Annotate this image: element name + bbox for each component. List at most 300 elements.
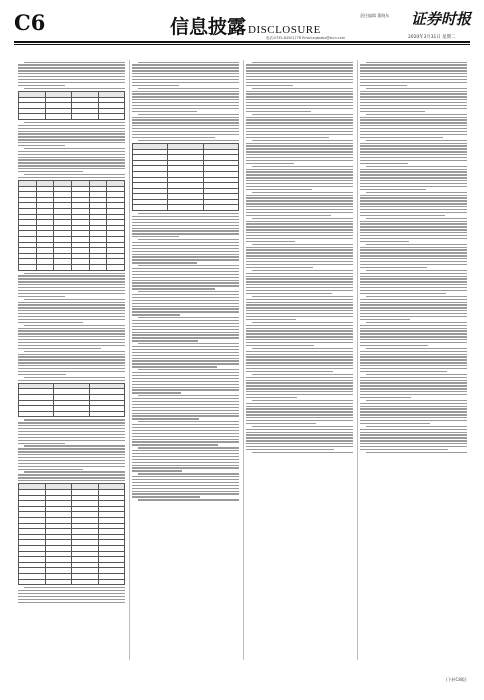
- text-line: [246, 160, 353, 161]
- text-line: [246, 151, 353, 152]
- text-line: [360, 408, 467, 409]
- text-line: [138, 239, 239, 240]
- text-line: [360, 229, 467, 230]
- text-line: [18, 602, 125, 603]
- text-line: [246, 119, 353, 120]
- text-line: [360, 437, 467, 438]
- text-line: [360, 200, 467, 201]
- text-line: [246, 64, 353, 65]
- text-line: [132, 242, 239, 243]
- text-line: [132, 99, 239, 100]
- text-line: [132, 398, 239, 399]
- text-line: [360, 284, 467, 285]
- text-line: [360, 391, 467, 392]
- text-line: [18, 307, 125, 308]
- text-line: [360, 206, 467, 207]
- text-line: [360, 403, 467, 404]
- text-line: [360, 261, 467, 262]
- text-line: [252, 270, 353, 271]
- text-line: [360, 117, 467, 118]
- text-line: [246, 411, 353, 412]
- text-line: [132, 96, 239, 97]
- text-line: [132, 137, 215, 138]
- text-line: [132, 256, 239, 257]
- text-line: [360, 278, 467, 279]
- text-line: [246, 183, 353, 184]
- text-line: [18, 593, 125, 594]
- text-line: [138, 499, 239, 500]
- table-cell: [45, 114, 72, 120]
- text-line: [132, 332, 239, 333]
- text-line: [246, 125, 353, 126]
- text-line: [360, 73, 467, 74]
- text-line: [246, 229, 353, 230]
- text-line: [360, 307, 467, 308]
- text-line: [360, 287, 467, 288]
- text-line: [360, 148, 467, 149]
- text-line: [18, 76, 125, 77]
- text-line: [132, 465, 239, 466]
- text-line: [132, 111, 197, 112]
- text-line: [132, 297, 239, 298]
- text-line: [246, 397, 297, 398]
- text-line: [246, 281, 353, 282]
- text-line: [18, 159, 125, 160]
- text-line: [246, 408, 353, 409]
- text-line: [18, 154, 125, 155]
- text-line: [246, 247, 353, 248]
- text-line: [360, 189, 426, 190]
- text-line: [18, 365, 125, 366]
- text-line: [246, 429, 353, 430]
- text-line: [18, 136, 125, 137]
- text-line: [360, 432, 467, 433]
- text-line: [132, 219, 239, 220]
- text-line: [138, 395, 239, 396]
- text-line: [132, 285, 239, 286]
- text-line: [252, 192, 353, 193]
- text-line: [360, 171, 467, 172]
- text-line: [18, 287, 125, 288]
- text-line: [252, 400, 353, 401]
- text-line: [360, 302, 467, 303]
- text-line: [246, 111, 311, 112]
- text-line: [360, 93, 467, 94]
- text-line: [246, 235, 353, 236]
- data-table: [18, 91, 125, 120]
- table-cell: [45, 579, 72, 585]
- text-line: [132, 102, 239, 103]
- text-line: [246, 215, 331, 216]
- text-line: [18, 425, 125, 426]
- text-line: [360, 157, 467, 158]
- text-line: [132, 228, 239, 229]
- text-line: [132, 439, 239, 440]
- text-line: [132, 418, 199, 419]
- text-line: [18, 345, 125, 346]
- text-line: [18, 171, 83, 172]
- text-line: [360, 290, 467, 291]
- table-row: [19, 579, 125, 585]
- text-line: [360, 394, 467, 395]
- text-line: [246, 122, 353, 123]
- text-line: [132, 482, 239, 483]
- text-line: [18, 157, 125, 158]
- table-cell: [72, 579, 99, 585]
- text-line: [360, 252, 467, 253]
- text-line: [360, 319, 410, 320]
- text-line: [132, 326, 239, 327]
- text-column-4: [360, 60, 467, 660]
- text-line: [360, 345, 428, 346]
- table-row: [19, 114, 125, 120]
- text-line: [132, 450, 239, 451]
- text-line: [246, 197, 353, 198]
- text-line: [132, 476, 239, 477]
- text-line: [360, 449, 448, 450]
- text-line: [366, 296, 467, 297]
- text-line: [360, 411, 467, 412]
- header-rule: [14, 41, 470, 43]
- text-line: [246, 310, 353, 311]
- text-line: [132, 337, 239, 338]
- text-line: [252, 296, 353, 297]
- text-line: [360, 145, 467, 146]
- text-line: [132, 372, 239, 373]
- text-line: [246, 105, 353, 106]
- text-line: [132, 245, 239, 246]
- text-line: [246, 342, 353, 343]
- text-line: [18, 85, 65, 86]
- text-line: [132, 352, 239, 353]
- text-line: [132, 79, 239, 80]
- text-line: [18, 73, 125, 74]
- text-column-1: [18, 60, 125, 660]
- text-line: [18, 304, 125, 305]
- text-line: [132, 444, 218, 445]
- text-line: [360, 417, 467, 418]
- text-line: [360, 183, 467, 184]
- text-line: [366, 270, 467, 271]
- text-line: [360, 91, 467, 92]
- text-line: [360, 423, 430, 424]
- text-line: [132, 459, 239, 460]
- table-cell: [71, 265, 89, 271]
- text-line: [18, 457, 125, 458]
- text-line: [252, 166, 353, 167]
- text-line: [24, 587, 125, 588]
- text-line: [360, 154, 467, 155]
- text-line: [18, 339, 125, 340]
- text-line: [246, 273, 353, 274]
- text-line: [360, 203, 467, 204]
- text-line: [18, 82, 125, 83]
- text-line: [132, 384, 239, 385]
- section-title-en: DISCLOSURE: [248, 24, 321, 36]
- text-line: [132, 329, 239, 330]
- text-line: [18, 284, 125, 285]
- text-line: [132, 387, 239, 388]
- text-line: [18, 371, 125, 372]
- text-line: [132, 82, 239, 83]
- text-line: [252, 244, 353, 245]
- text-line: [18, 333, 125, 334]
- text-line: [132, 392, 181, 393]
- text-line: [246, 434, 353, 435]
- text-line: [246, 443, 353, 444]
- text-line: [360, 226, 467, 227]
- text-line: [132, 424, 239, 425]
- text-line: [132, 119, 239, 120]
- text-line: [246, 180, 353, 181]
- text-line: [132, 91, 239, 92]
- text-line: [366, 348, 467, 349]
- text-line: [252, 140, 353, 141]
- table-cell: [72, 114, 99, 120]
- text-line: [18, 480, 125, 481]
- text-line: [360, 111, 425, 112]
- text-line: [246, 131, 353, 132]
- text-line: [246, 290, 353, 291]
- text-line: [360, 102, 467, 103]
- text-line: [132, 67, 239, 68]
- table-cell: [89, 411, 124, 417]
- newspaper-logo: 证券时报: [411, 10, 472, 28]
- text-line: [246, 157, 353, 158]
- text-line: [132, 131, 239, 132]
- text-line: [246, 93, 353, 94]
- data-table: [18, 383, 125, 418]
- text-line: [18, 359, 125, 360]
- text-line: [360, 249, 467, 250]
- text-line: [18, 145, 65, 146]
- table-cell: [89, 265, 107, 271]
- text-line: [246, 354, 353, 355]
- text-line: [132, 105, 239, 106]
- text-line: [132, 125, 239, 126]
- text-line: [24, 299, 125, 300]
- text-line: [246, 76, 353, 77]
- text-line: [360, 264, 467, 265]
- text-line: [360, 446, 467, 447]
- text-line: [246, 91, 353, 92]
- text-line: [132, 85, 179, 86]
- text-line: [360, 79, 467, 80]
- text-line: [18, 328, 125, 329]
- text-line: [138, 447, 239, 448]
- text-line: [138, 421, 239, 422]
- page-number: C6: [14, 10, 46, 35]
- text-line: [246, 368, 353, 369]
- text-line: [18, 165, 125, 166]
- text-line: [132, 436, 239, 437]
- text-line: [132, 294, 239, 295]
- text-line: [246, 134, 353, 135]
- text-line: [246, 206, 353, 207]
- text-line: [246, 304, 353, 305]
- text-line: [246, 102, 353, 103]
- text-line: [246, 82, 353, 83]
- text-line: [246, 293, 332, 294]
- text-line: [18, 374, 66, 375]
- text-line: [360, 67, 467, 68]
- text-line: [366, 400, 467, 401]
- text-line: [366, 192, 467, 193]
- text-line: [138, 140, 239, 141]
- text-line: [246, 255, 353, 256]
- text-line: [246, 388, 353, 389]
- table-cell: [19, 114, 46, 120]
- text-line: [138, 317, 239, 318]
- text-line: [132, 225, 239, 226]
- text-line: [132, 308, 239, 309]
- text-line: [132, 70, 239, 71]
- text-line: [360, 325, 467, 326]
- text-line: [246, 420, 353, 421]
- text-line: [246, 177, 353, 178]
- text-line: [18, 79, 125, 80]
- text-line: [132, 427, 239, 428]
- text-line: [360, 105, 467, 106]
- text-line: [132, 358, 239, 359]
- table-cell: [203, 205, 238, 211]
- text-line: [132, 349, 239, 350]
- text-line: [18, 474, 125, 475]
- text-line: [18, 64, 125, 65]
- text-line: [360, 137, 443, 138]
- text-line: [246, 169, 353, 170]
- text-line: [246, 345, 314, 346]
- text-line: [246, 203, 353, 204]
- text-line: [360, 177, 467, 178]
- text-line: [132, 355, 239, 356]
- text-line: [132, 230, 239, 231]
- text-line: [360, 406, 467, 407]
- text-line: [360, 380, 467, 381]
- text-line: [246, 67, 353, 68]
- text-line: [360, 258, 467, 259]
- text-line: [18, 368, 125, 369]
- text-line: [246, 85, 293, 86]
- text-line: [18, 443, 65, 444]
- text-line: [360, 134, 467, 135]
- text-line: [360, 174, 467, 175]
- text-line: [360, 96, 467, 97]
- text-line: [132, 378, 239, 379]
- text-line: [18, 477, 125, 478]
- text-line: [138, 343, 239, 344]
- text-line: [246, 186, 353, 187]
- text-line: [360, 293, 446, 294]
- text-line: [246, 241, 295, 242]
- text-line: [360, 339, 467, 340]
- text-line: [360, 440, 467, 441]
- text-line: [18, 319, 125, 320]
- text-line: [132, 64, 239, 65]
- text-line: [24, 174, 125, 175]
- text-line: [18, 362, 125, 363]
- text-line: [24, 325, 125, 326]
- text-line: [132, 467, 239, 468]
- text-line: [360, 169, 467, 170]
- text-line: [132, 407, 239, 408]
- text-line: [24, 419, 125, 420]
- text-line: [132, 73, 239, 74]
- text-line: [360, 273, 467, 274]
- text-line: [132, 470, 182, 471]
- text-line: [360, 382, 467, 383]
- text-line: [366, 166, 467, 167]
- text-line: [246, 284, 353, 285]
- text-line: [18, 313, 125, 314]
- text-line: [360, 356, 467, 357]
- text-line: [18, 168, 125, 169]
- text-line: [246, 316, 353, 317]
- text-line: [18, 428, 125, 429]
- text-line: [18, 463, 125, 464]
- text-line: [18, 437, 125, 438]
- text-line: [360, 223, 467, 224]
- continued-marker: (下转C8版): [446, 677, 467, 682]
- text-line: [246, 209, 353, 210]
- text-line: [18, 434, 125, 435]
- text-line: [360, 247, 467, 248]
- text-line: [18, 380, 125, 381]
- text-line: [360, 313, 467, 314]
- table-cell: [36, 265, 54, 271]
- text-line: [246, 195, 353, 196]
- text-line: [18, 330, 125, 331]
- text-line: [18, 460, 125, 461]
- editor-credit: 责任编辑 董晓东: [360, 13, 390, 18]
- table-cell: [98, 579, 125, 585]
- text-line: [246, 394, 353, 395]
- text-line: [366, 140, 467, 141]
- text-line: [132, 259, 239, 260]
- text-line: [360, 351, 467, 352]
- text-line: [132, 93, 239, 94]
- text-line: [132, 254, 239, 255]
- text-line: [360, 238, 467, 239]
- text-line: [132, 375, 239, 376]
- text-line: [132, 122, 239, 123]
- text-line: [18, 596, 125, 597]
- text-line: [246, 99, 353, 100]
- text-line: [246, 252, 353, 253]
- text-line: [132, 300, 239, 301]
- text-line: [252, 114, 353, 115]
- text-line: [132, 108, 239, 109]
- header-rule-thin: [14, 44, 470, 45]
- text-line: [246, 339, 353, 340]
- text-line: [18, 302, 125, 303]
- text-line: [246, 328, 353, 329]
- text-line: [18, 278, 125, 279]
- text-line: [360, 342, 467, 343]
- text-line: [132, 413, 239, 414]
- text-line: [246, 382, 353, 383]
- text-line: [366, 426, 467, 427]
- text-line: [246, 96, 353, 97]
- text-line: [246, 356, 353, 357]
- text-line: [18, 131, 125, 132]
- text-line: [366, 88, 467, 89]
- text-line: [360, 299, 467, 300]
- text-line: [360, 143, 467, 144]
- text-line: [360, 388, 467, 389]
- text-line: [246, 264, 353, 265]
- text-line: [246, 446, 353, 447]
